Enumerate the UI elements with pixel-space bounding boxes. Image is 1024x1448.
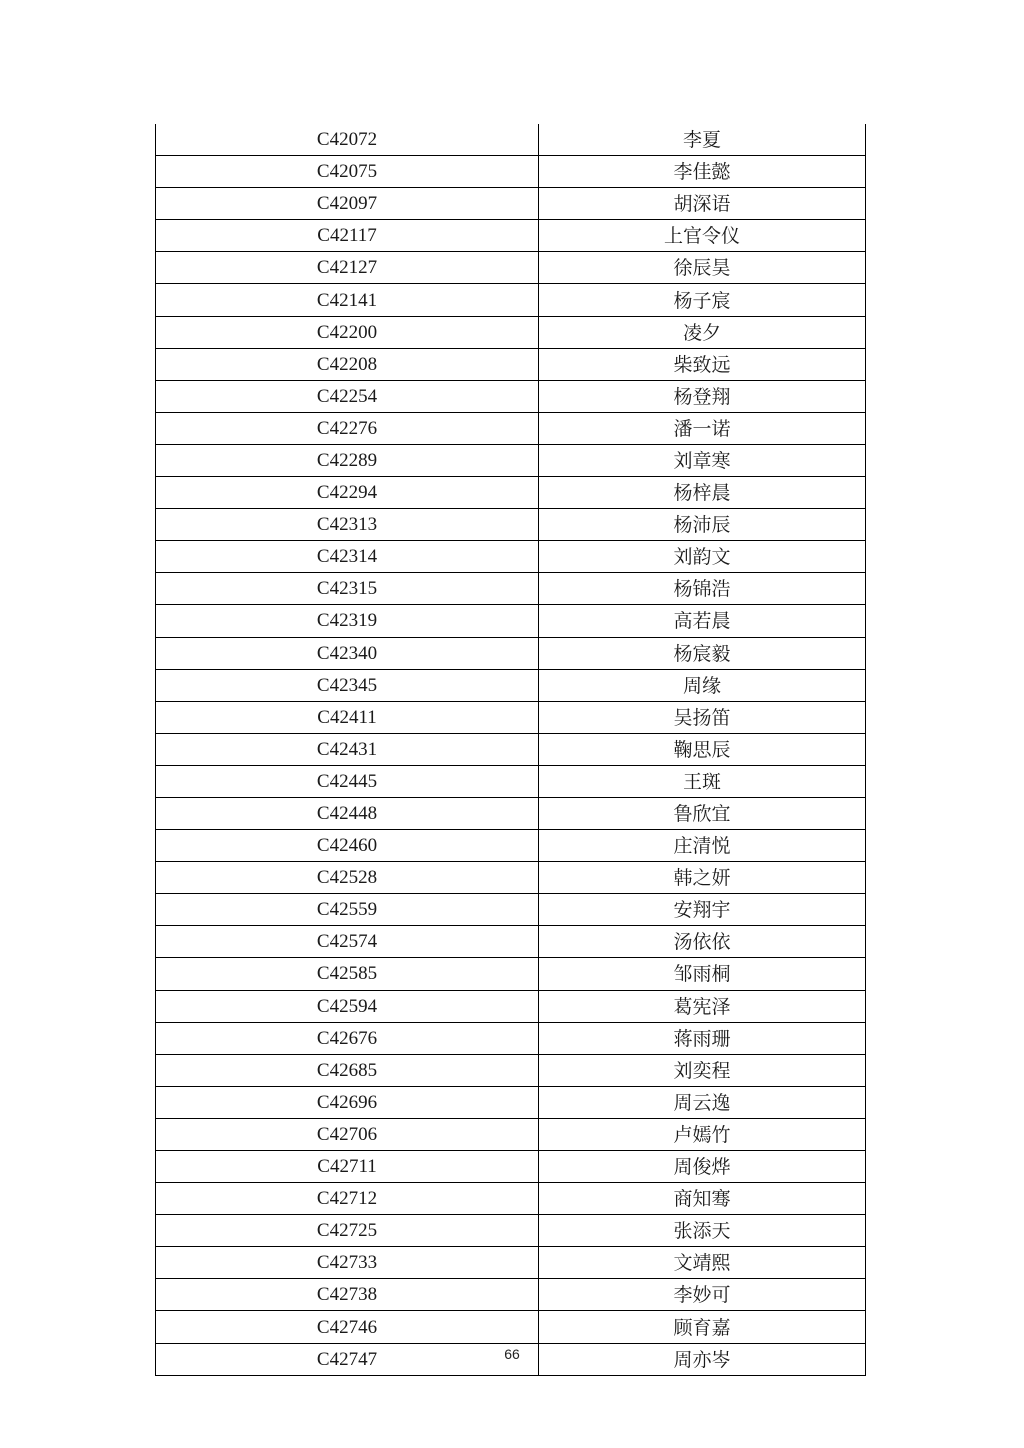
candidate-code-cell: C42594 bbox=[156, 990, 539, 1022]
candidate-name-cell: 蒋雨珊 bbox=[539, 1022, 866, 1054]
table-row bbox=[156, 797, 866, 829]
candidate-code-cell: C42254 bbox=[156, 380, 539, 412]
candidate-name-cell: 高若晨 bbox=[539, 605, 866, 637]
candidate-name-cell: 杨沛辰 bbox=[539, 509, 866, 541]
table-row bbox=[156, 412, 866, 444]
table-row bbox=[156, 1054, 866, 1086]
candidate-code-cell: C42117 bbox=[156, 220, 539, 252]
candidate-code-cell: C42276 bbox=[156, 412, 539, 444]
candidate-code-cell: C42340 bbox=[156, 637, 539, 669]
table-row bbox=[156, 509, 866, 541]
candidate-name-cell: 安翔宇 bbox=[539, 894, 866, 926]
candidate-code-cell: C42289 bbox=[156, 444, 539, 476]
table-row bbox=[156, 541, 866, 573]
table-row bbox=[156, 1151, 866, 1183]
candidate-name-cell: 杨梓晨 bbox=[539, 477, 866, 509]
candidate-name-cell: 杨锦浩 bbox=[539, 573, 866, 605]
candidate-code-cell: C42072 bbox=[156, 124, 539, 156]
candidate-name-cell: 张添天 bbox=[539, 1215, 866, 1247]
candidate-name-cell: 周云逸 bbox=[539, 1086, 866, 1118]
candidate-name-cell: 刘韵文 bbox=[539, 541, 866, 573]
candidate-code-cell: C42711 bbox=[156, 1151, 539, 1183]
candidate-name-cell: 刘奕程 bbox=[539, 1054, 866, 1086]
candidate-name-cell: 杨宸毅 bbox=[539, 637, 866, 669]
candidate-name-cell: 潘一诺 bbox=[539, 412, 866, 444]
candidate-name-cell: 李佳懿 bbox=[539, 156, 866, 188]
candidate-name-cell: 徐辰昊 bbox=[539, 252, 866, 284]
table-row bbox=[156, 1215, 866, 1247]
table-row bbox=[156, 1183, 866, 1215]
candidate-code-cell: C42528 bbox=[156, 862, 539, 894]
candidate-name-cell: 商知骞 bbox=[539, 1183, 866, 1215]
table-row bbox=[156, 637, 866, 669]
table-row bbox=[156, 990, 866, 1022]
candidate-code-cell: C42314 bbox=[156, 541, 539, 573]
candidate-code-cell: C42075 bbox=[156, 156, 539, 188]
candidate-code-cell: C42208 bbox=[156, 348, 539, 380]
candidate-code-cell: C42685 bbox=[156, 1054, 539, 1086]
table-row bbox=[156, 1086, 866, 1118]
candidate-code-cell: C42448 bbox=[156, 797, 539, 829]
table-row bbox=[156, 1279, 866, 1311]
table-row bbox=[156, 1247, 866, 1279]
candidate-name-cell: 杨登翔 bbox=[539, 380, 866, 412]
table-row bbox=[156, 188, 866, 220]
candidate-code-cell: C42747 bbox=[156, 1343, 539, 1375]
candidate-name-cell: 葛宪泽 bbox=[539, 990, 866, 1022]
candidate-code-cell: C42746 bbox=[156, 1311, 539, 1343]
candidate-code-cell: C42559 bbox=[156, 894, 539, 926]
candidate-name-cell: 吴扬笛 bbox=[539, 701, 866, 733]
candidate-code-cell: C42445 bbox=[156, 765, 539, 797]
candidate-name-cell: 杨子宸 bbox=[539, 284, 866, 316]
candidate-code-cell: C42097 bbox=[156, 188, 539, 220]
table-row bbox=[156, 958, 866, 990]
table-row bbox=[156, 1311, 866, 1343]
table-row bbox=[156, 605, 866, 637]
table-row bbox=[156, 477, 866, 509]
table-row bbox=[156, 444, 866, 476]
table-row bbox=[156, 733, 866, 765]
candidate-code-cell: C42200 bbox=[156, 316, 539, 348]
candidate-name-cell: 李夏 bbox=[539, 124, 866, 156]
candidate-name-cell: 周缘 bbox=[539, 669, 866, 701]
candidate-name-cell: 刘章寒 bbox=[539, 444, 866, 476]
candidate-name-cell: 邹雨桐 bbox=[539, 958, 866, 990]
candidate-code-cell: C42411 bbox=[156, 701, 539, 733]
table-row bbox=[156, 830, 866, 862]
candidate-code-cell: C42676 bbox=[156, 1022, 539, 1054]
page-number: 66 bbox=[504, 1346, 520, 1362]
table-row bbox=[156, 252, 866, 284]
candidate-code-cell: C42313 bbox=[156, 509, 539, 541]
table-row bbox=[156, 220, 866, 252]
candidate-name-cell: 鲁欣宜 bbox=[539, 797, 866, 829]
candidate-code-cell: C42460 bbox=[156, 830, 539, 862]
candidate-code-cell: C42141 bbox=[156, 284, 539, 316]
candidate-code-cell: C42294 bbox=[156, 477, 539, 509]
table-row bbox=[156, 124, 866, 156]
candidate-code-cell: C42127 bbox=[156, 252, 539, 284]
candidate-code-cell: C42319 bbox=[156, 605, 539, 637]
candidate-code-cell: C42585 bbox=[156, 958, 539, 990]
table-row bbox=[156, 156, 866, 188]
candidate-code-cell: C42574 bbox=[156, 926, 539, 958]
roster-body bbox=[156, 124, 866, 1375]
table-row bbox=[156, 316, 866, 348]
candidate-code-cell: C42315 bbox=[156, 573, 539, 605]
candidate-name-cell: 上官令仪 bbox=[539, 220, 866, 252]
table-row bbox=[156, 701, 866, 733]
candidate-name-cell: 凌夕 bbox=[539, 316, 866, 348]
candidate-name-cell: 柴致远 bbox=[539, 348, 866, 380]
candidate-code-cell: C42706 bbox=[156, 1118, 539, 1150]
table-row bbox=[156, 348, 866, 380]
table-row bbox=[156, 380, 866, 412]
table-row bbox=[156, 1118, 866, 1150]
candidate-name-cell: 胡深语 bbox=[539, 188, 866, 220]
candidate-code-cell: C42738 bbox=[156, 1279, 539, 1311]
candidate-code-cell: C42431 bbox=[156, 733, 539, 765]
candidate-code-cell: C42733 bbox=[156, 1247, 539, 1279]
candidate-name-cell: 鞠思辰 bbox=[539, 733, 866, 765]
candidate-name-cell: 周亦岑 bbox=[539, 1343, 866, 1375]
candidate-name-cell: 王斑 bbox=[539, 765, 866, 797]
table-row bbox=[156, 284, 866, 316]
candidate-code-cell: C42696 bbox=[156, 1086, 539, 1118]
table-row bbox=[156, 1022, 866, 1054]
candidate-name-cell: 顾育嘉 bbox=[539, 1311, 866, 1343]
table-row bbox=[156, 862, 866, 894]
table-row bbox=[156, 894, 866, 926]
candidate-name-cell: 汤依依 bbox=[539, 926, 866, 958]
candidate-code-cell: C42712 bbox=[156, 1183, 539, 1215]
table-row bbox=[156, 669, 866, 701]
table-row bbox=[156, 573, 866, 605]
candidate-name-cell: 李妙可 bbox=[539, 1279, 866, 1311]
candidate-name-cell: 文靖熙 bbox=[539, 1247, 866, 1279]
table-row bbox=[156, 926, 866, 958]
candidate-code-cell: C42345 bbox=[156, 669, 539, 701]
table-row bbox=[156, 765, 866, 797]
candidate-code-cell: C42725 bbox=[156, 1215, 539, 1247]
candidate-name-cell: 周俊烨 bbox=[539, 1151, 866, 1183]
candidate-name-cell: 韩之妍 bbox=[539, 862, 866, 894]
candidate-name-cell: 卢嫣竹 bbox=[539, 1118, 866, 1150]
candidate-name-cell: 庄清悦 bbox=[539, 830, 866, 862]
roster-table bbox=[155, 124, 866, 1376]
